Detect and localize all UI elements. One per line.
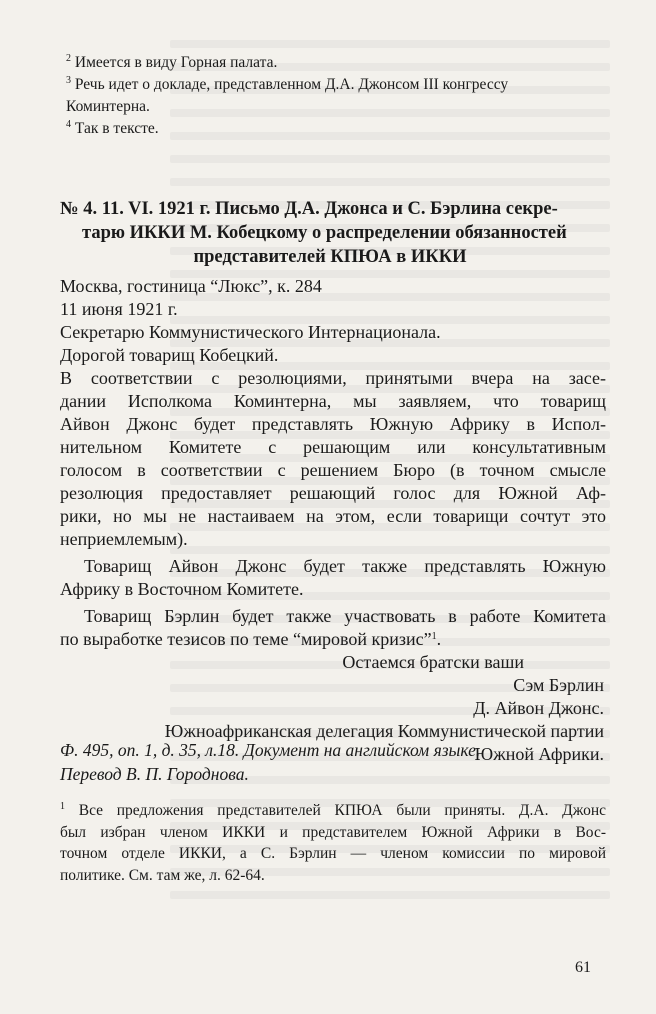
- letter-place: Москва, гостиница “Люкс”, к. 284: [60, 276, 322, 296]
- paragraph-2: [60, 555, 606, 601]
- top-footnotes: [66, 52, 596, 140]
- footnote-3-continued: Коминтерна.: [66, 98, 150, 115]
- footnote-2: $^2$ Имеется в виду Горная палата.: [66, 53, 278, 71]
- p1-line: В соответствии с резолюциями, принятыми вчера на засе-: [60, 368, 606, 388]
- bottom-footnote-line: точном отделе ИККИ, а С. Бэрлин — членом комиссии по мировой: [60, 845, 606, 862]
- letter-closing: Остаемся братски ваши: [342, 652, 524, 672]
- archive-line: Перевод В. П. Городнова.: [60, 764, 249, 784]
- footnote-ref: 1: [431, 631, 437, 642]
- paragraph-1: [60, 367, 606, 551]
- delegation-line-2: Южной Африки.: [474, 744, 604, 764]
- p1-line: неприемлемым).: [60, 529, 188, 549]
- p1-line: Айвон Джонс будет представлять Южную Африку в Испол-: [60, 414, 606, 434]
- p1-line: резолюция предоставляет решающий голос для Южной Аф-: [60, 483, 606, 503]
- fn-text: Все предложения представителей КПЮА были приняты. Д.А. Джонс: [78, 802, 606, 819]
- p2-line: Товарищ Айвон Джонс будет также представлять Южную: [84, 556, 606, 576]
- p1-line: рики, но мы не настаиваем на этом, если товарищи сочтут это: [60, 506, 606, 526]
- p3-line: Товарищ Бэрлин будет также участвовать в работе Комитета: [84, 606, 606, 626]
- heading-line-2: тарю ИККИ М. Кобецкому о распределении обязанностей: [82, 223, 567, 243]
- footnote-3: $^3$ Речь идет о докладе, представленном Д.А. Джонсом III конгрессу: [66, 75, 509, 93]
- signer-2: Д. Айвон Джонс.: [473, 698, 604, 718]
- p3-line: [60, 628, 606, 651]
- heading-line-1: № 4. 11. VI. 1921 г. Письмо Д.А. Джонса и С. Бэрлина секре-: [60, 199, 558, 219]
- archive-line: Ф. 495, оп. 1, д. 35, л.18. Документ на английском языке.: [60, 740, 481, 760]
- bottom-footnote-line: [60, 800, 606, 822]
- p2-line: Африку в Восточном Комитете.: [60, 579, 304, 599]
- bottom-footnote-line: был избран членом ИККИ и представителем Южной Африки в Вос-: [60, 823, 606, 841]
- p3-text: по выработке тезисов по теме “мировой кризис”: [60, 629, 432, 649]
- document-heading: [60, 197, 600, 269]
- bottom-footnote-line: политике. См. там же, л. 62-64.: [60, 866, 265, 884]
- p1-line: нительном Комитете с решающим или консультативным: [60, 437, 606, 457]
- p3-period: .: [436, 629, 442, 649]
- delegation-line-1: Южноафриканская делегация Коммунистической партии: [164, 721, 604, 741]
- page-number: 61: [575, 959, 591, 976]
- heading-line-3: представителей КПЮА в ИККИ: [193, 247, 467, 267]
- letter-greeting: Дорогой товарищ Кобецкий.: [60, 345, 279, 365]
- letter-date: 11 июня 1921 г.: [60, 299, 178, 319]
- footnote-mark: 1: [60, 801, 65, 812]
- letter-body: [60, 275, 606, 766]
- p1-line: дании Исполкома Коминтерна, мы заявляем, что товарищ: [60, 391, 606, 411]
- p1-line: голосом в соответствии с решением Бюро (в точном смысле: [60, 460, 606, 480]
- letter-addressee: Секретарю Коммунистического Интернационала.: [60, 322, 441, 342]
- archive-reference: [60, 738, 606, 786]
- signer-1: Сэм Бэрлин: [513, 675, 604, 695]
- paragraph-3: [60, 605, 606, 651]
- footnote-4: $^4$ Так в тексте.: [66, 119, 159, 137]
- bottom-footnote: [60, 800, 606, 886]
